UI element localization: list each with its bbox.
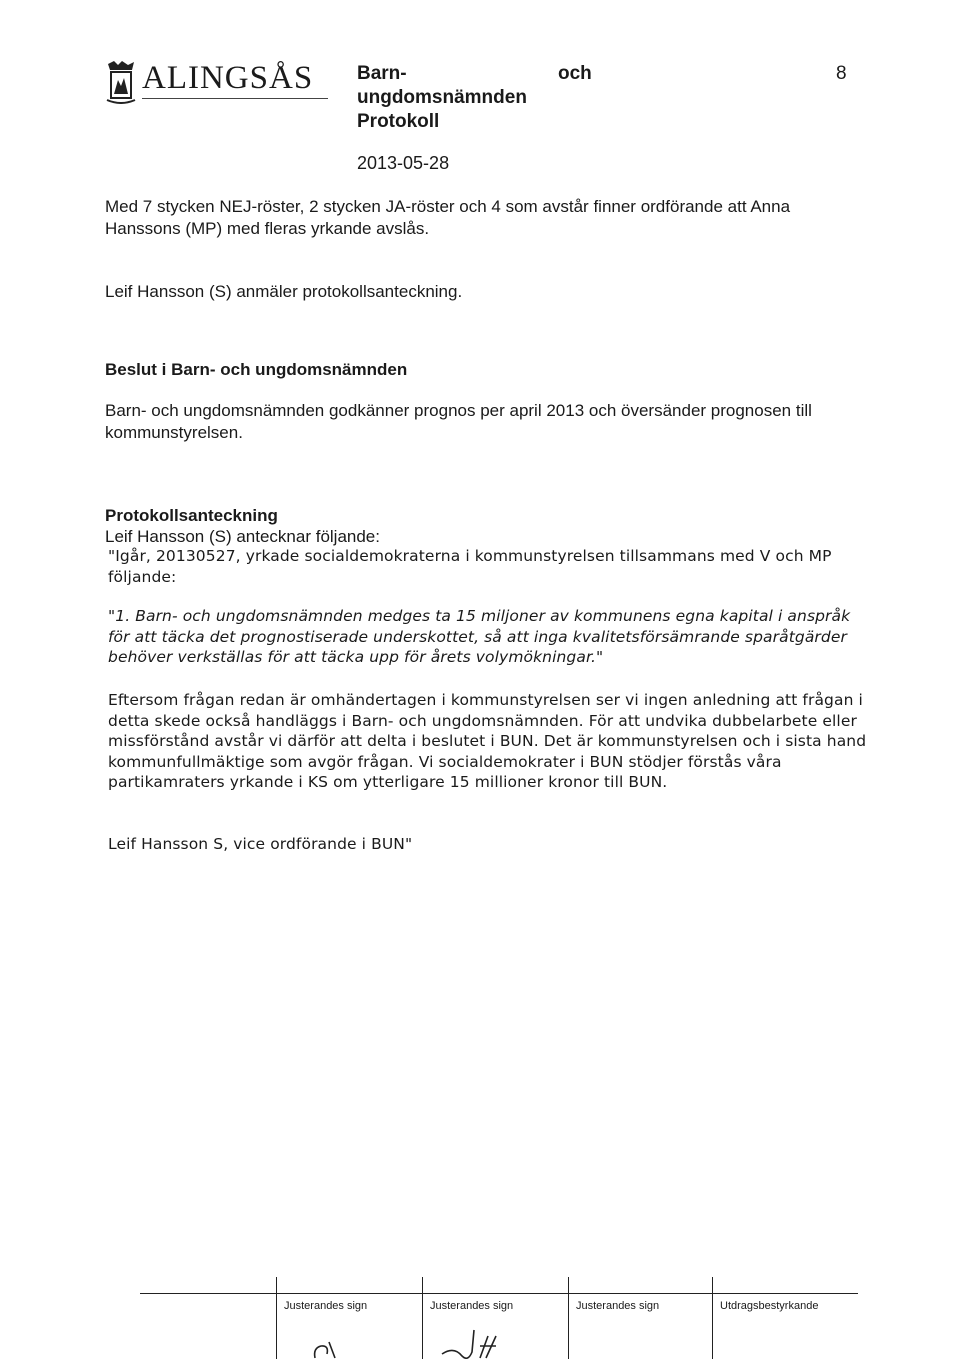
page-number: 8 xyxy=(836,63,847,84)
alingsas-logo xyxy=(104,56,344,106)
logo-underline xyxy=(142,98,328,99)
quote-body: Eftersom frågan redan är omhändertagen i kommunstyrelsen ser vi ingen anledning att frågan i detta skede också handläggs i Barn- och ungdomsnämnden. För att undvika dubbelarbete eller missförstånd avstår vi därför att delta i beslutet i BUN. Det är kommunstyrelsen och i sista hand kommunfullmäktige som avgör frågan. Vi socialdemokrater i BUN stödjer förstås våra partikamraters yrkande i KS om ytterligare 15 millioner kronor till BUN. xyxy=(108,691,867,791)
footer-divider-4 xyxy=(712,1277,713,1359)
quote-intro: "Igår, 20130527, yrkade socialdemokraterna i kommunstyrelsen tillsammans med V och MP följande: xyxy=(108,547,832,586)
title-line-1: Barn- xyxy=(357,63,407,84)
meeting-date: 2013-05-28 xyxy=(357,153,450,173)
paragraph-vote-result: Med 7 stycken NEJ-röster, 2 stycken JA-röster och 4 som avstår finner ordförande att Anna Hanssons (MP) med fleras yrkande avslås. xyxy=(105,197,791,238)
coat-of-arms-icon xyxy=(104,60,138,104)
handwritten-signature-1 xyxy=(305,1328,365,1359)
beslut-text: Barn- och ungdomsnämnden godkänner prognos per april 2013 och översänder prognosen till kommunstyrelsen. xyxy=(105,401,812,442)
quote-proposal: "1. Barn- och ungdomsnämnden medges ta 15 miljoner av kommunens egna kapital i anspråk för att täcka det prognostiserade underskottet, så att inga kvalitetsförsämrande sparåtgärder behöver verkställas för att täcka upp för årets volymökningar." xyxy=(108,607,851,666)
paragraph-anmalan: Leif Hansson (S) anmäler protokollsanteckning. xyxy=(105,282,463,301)
footer-divider-3 xyxy=(568,1277,569,1359)
anteckning-intro: Leif Hansson (S) antecknar följande: xyxy=(105,527,380,546)
footer-label-justerandes-3: Justerandes sign xyxy=(576,1300,660,1312)
title-line-2: ungdomsnämnden xyxy=(357,87,527,108)
footer-divider-2 xyxy=(422,1277,423,1359)
signature-line: Leif Hansson S, vice ordförande i BUN" xyxy=(108,835,413,853)
handwritten-signature-2 xyxy=(440,1328,520,1359)
footer-label-justerandes-1: Justerandes sign xyxy=(284,1300,368,1312)
footer-rule xyxy=(140,1293,858,1294)
document-title xyxy=(357,62,527,134)
title-och: och xyxy=(558,63,592,84)
footer-label-utdragsbestyrkande: Utdragsbestyrkande xyxy=(720,1300,819,1312)
anteckning-heading: Protokollsanteckning xyxy=(105,506,278,525)
footer-label-justerandes-2: Justerandes sign xyxy=(430,1300,514,1312)
footer-divider-1 xyxy=(276,1277,277,1359)
logo-text: ALINGSÅS xyxy=(142,60,314,96)
title-line-3: Protokoll xyxy=(357,111,440,132)
beslut-heading: Beslut i Barn- och ungdomsnämnden xyxy=(105,360,408,379)
